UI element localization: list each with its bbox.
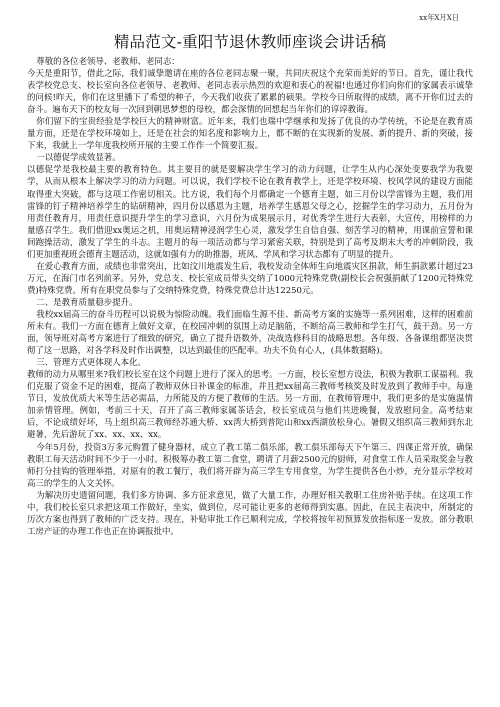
body-paragraph: 今天是重阳节，借此之际，我们诚挚邀请在座的各位老同志聚一聚，共同庆祝这个充荣而美好的节日。首先，谨让我代表学校党总支、校长室向各位老领导、老教师、老同志表示热烈的欢迎和衷心的祝福!也通过你们向你们的家属表示诚挚的问候!昨天，你们在这里播下了希望的种子，今天我们收获了累累的硕果。学校今日所取得的成绩，离不开你们过去的奋斗。遍布天下的校友每一次回到朝思梦想的母校，都会深情的回想起当年你们的谆谆教诲。 [27,68,473,115]
body-paragraph: 你们留下的宝贵经验是学校巨大的精神财富。近年来，我们也瑞中学继承和发扬了优良的办学传统，不论是在教育质量方面，还是在学校环境如上，还是在社会的知名度和影响力上，都不断的在实现新的发展、新的提升、新的突破，接下来，我就上一学年度我校所开展的主要工作作一个简要汇报。 [27,116,473,151]
body-paragraph: 教师的动力从哪里来?我们校长室在这个问题上进行了深入的思考。一方面，校长室想方设法，积极为教职工谋福利。我们克服了资金不足的困难，提高了教师双休日补课金的标准，并且把xx届高三教师考核奖及时发放到了教师手中。每逢节日，发放优质大米等生活必需品，力所能及的方便了教师的生活。另一方面，在教师管理中，我们更多的是实施温情加亲情管理。例如，考前三十天，召开了高三教师家属茶话会，校长室成员与他们共进晚餐，发放慰问金。高考结束后，不论成绩好坏，马上组织高三教师经苏通大桥、xx湾大桥到普陀山和xx西湖放松身心。暑假又组织高三教师到东北避暑，先后游玩了xx、xx、xx、xx。 [27,369,473,440]
section-heading: 二、是教育质量稳步提升。 [36,296,138,307]
body-paragraph: 尊敬的各位老领导、老教师、老同志： [36,56,180,66]
body-paragraph: 我校xx届高三的奋斗历程可以说极为惊险动魄。我们面临生源不佳、新高考方案的实施等一系列困难，这样的困难前所未有。我们一方面在德育上做好文章，在校园冲刺的氛围上动足脑筋，不断给高三教师和学生打气，鼓干劲。另一方面，领导班对高考方案进行了细致的研究，确立了提升语数外，决战选修科目的战略思想。各年级、各备课组都坚决贯彻了这一思路，对各学科及时作出调整，以达到最佳的匹配率。功夫不负有心人，(具体数据略)。 [27,308,473,356]
section-heading: 一以德促学成效显著。 [36,152,121,163]
document-body [27,55,473,537]
document-date: xx年X月X日 [419,13,459,22]
document-title: 精品范文-重阳节退休教师座谈会讲话稿 [113,33,387,51]
body-paragraph: 为解决历史遗留问题，我们多方协调、多方征求意见，做了大量工作，办理好相关教职工住房补贴手续。在这项工作中，我们校长室只求把这项工作做好，坐实，做到位，尽可能让更多的老师得到实惠。因此，在民主表决中，所制定的历次方案也得到了教师的广泛支持。现在，补贴审批工作已顺利完成，学校将按年初预算发放指标逐一发放。部分教职工房产证的办理工作也正在协调报批中。 [27,489,473,536]
body-paragraph: 以德促学是我校最主要的教育特色。其主要目的就是要解决学生学习的动力问题，让学生从内心深处变要我学为我要学，从而从根本上解决学习的动力问题。可以说，我们学校不论在教育教学上，还是学校环境、校风学风的建设方面能取得重大突破，都与这项工作密切相关。比方说，我们每个月都确定一个德育主题，如三月份以学雷锋为主题，我们用雷锋的钉子精神培养学生的钻研精神，四月份以感恩为主题，培养学生感恩父母之心，挖掘学生的学习动力，五月份为用责任教育月，用责任意识提升学生的学习意识，六月份为成果展示月，对优秀学生进行大表彰，大宣传，用榜样的力量感召学生。我们借迎xx奥运之机，用奥运精神浸润学生心灵，激发学生自信自强、刻苦学习的精神，用课前宣誓和课间跑操活动，激发了学生的斗志。主题月的每一项活动都与学习紧密关联，特别是到了高考及期末大考的冲刺阶段，我们更加重视班会德育主题活动，这就如强有力的助推器，班风、学风和学习状态都有了明显的提升。 [27,164,473,259]
body-paragraph: 今年5月份，投资3万多元购置了健身器材，成立了教工第二俱乐部，教工俱乐部每天下午第三、四课正常开放，确保教职工每天活动时间不少于一小时。积极筹办教工第二食堂，聘请了月薪2500元的厨师，对食堂工作人员采取奖金与教师打分挂钩的管理举措，对原有的教工餐厅，我们将开辟为高三学生专用食堂，为学生提供各色小炒，充分显示学校对高三的学生的人文关怀。 [27,441,473,488]
body-paragraph: 在爱心教育方面，成绩也非常突出，比如汶川地震发生后，我校发动全体师生向地震灾区捐款，师生捐款累计超过23万元，在海门市名列前茅。另外，党总支、校长室成员带头交纳了1000元特殊党费(副校长会祝强捐献了1200元特殊党费)特殊党费。所有在职党员参与了交纳特殊党费，特殊党费总计达12250元。 [27,260,473,295]
section-heading: 三、管理方式更体现人本化。 [36,357,146,368]
